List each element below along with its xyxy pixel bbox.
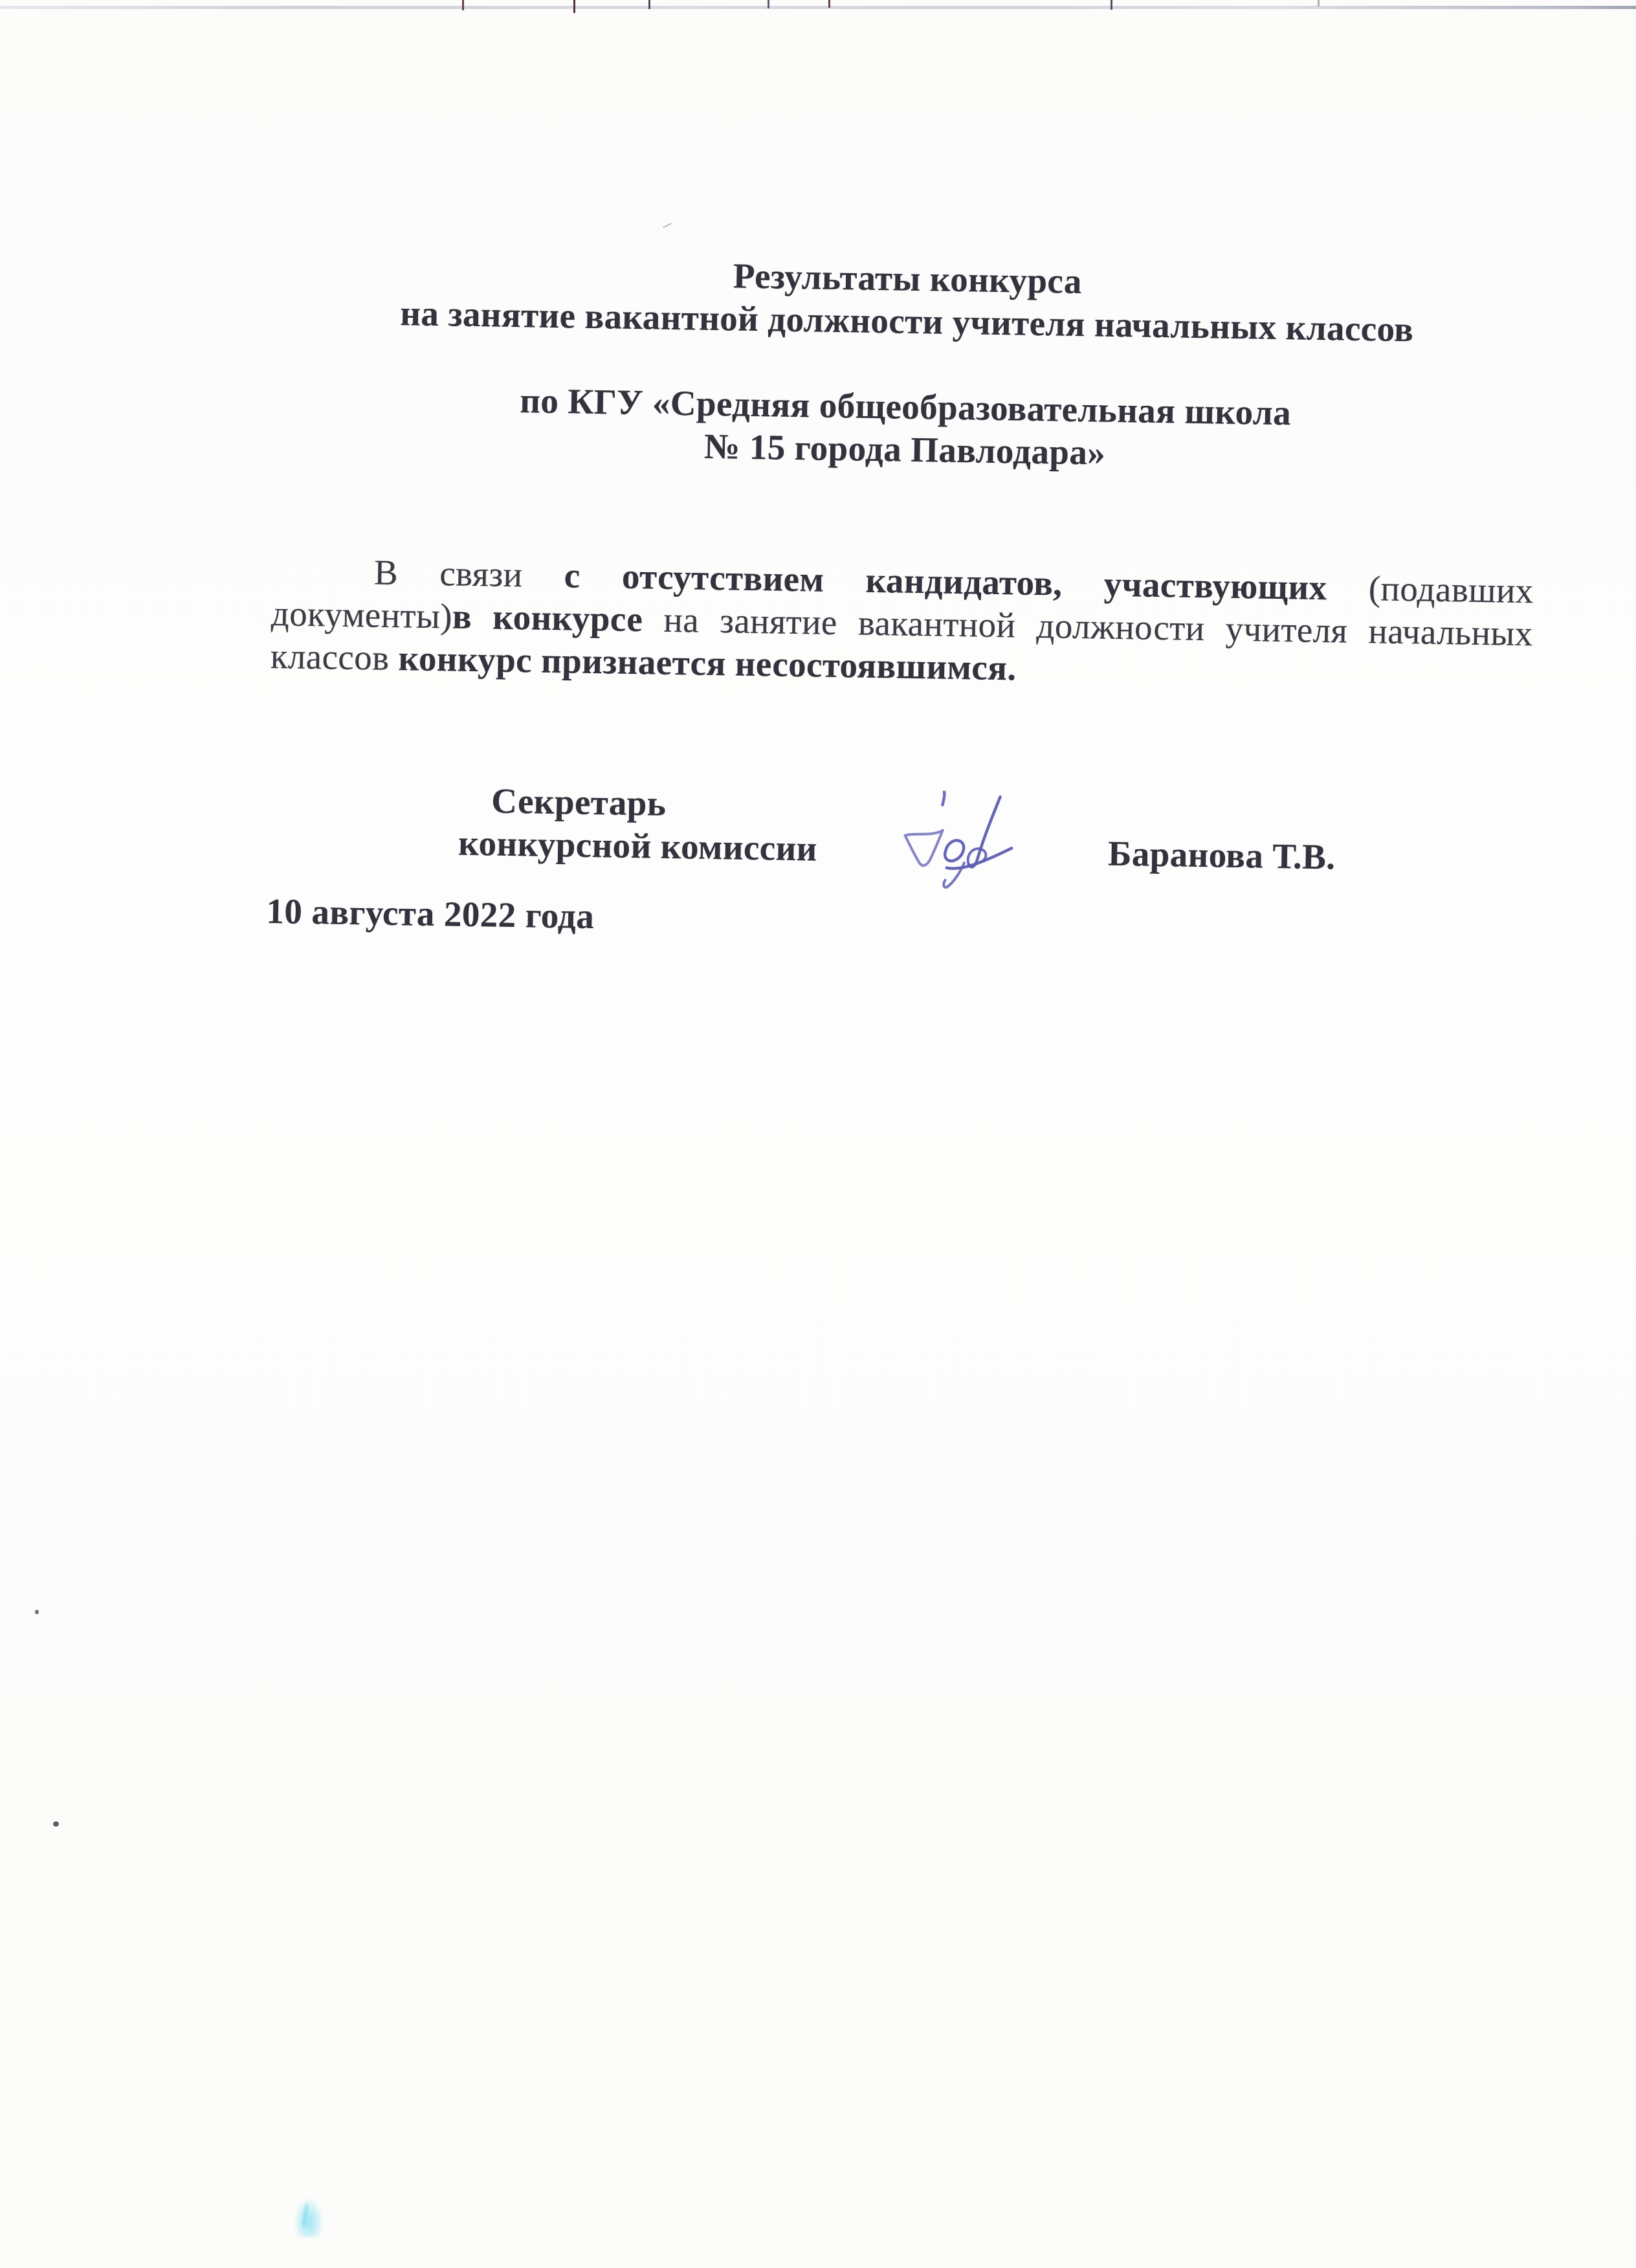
organization-line-2: № 15 города Павлодара» (703, 426, 1106, 472)
body-text: документы) (271, 593, 453, 636)
scanner-edge-line (0, 6, 1636, 9)
body-text: классов (270, 636, 399, 678)
document-date: 10 августа 2022 года (266, 891, 595, 937)
scan-artifact-tick (573, 0, 575, 13)
title-line-1: Результаты конкурса (733, 256, 1083, 302)
handwritten-signature (901, 790, 1017, 919)
body-text: В связи (373, 552, 565, 595)
organization-subtitle (274, 375, 1537, 481)
scanned-document (265, 247, 1539, 1044)
organization-line-1: по КГУ «Средняя общеобразовательная школа (519, 381, 1292, 433)
scan-artifact-tick (648, 0, 650, 9)
body-text-bold: конкурс признается несостоявшимся. (398, 638, 1017, 688)
signer-role-line-2: конкурсной комиссии (458, 823, 818, 869)
title-line-2: на занятие вакантной должности учителя начальных классов (399, 293, 1414, 350)
scan-artifact-tick (1111, 0, 1112, 10)
scan-artifact-speck (53, 1821, 59, 1827)
signer-role-line-1: Секретарь (491, 781, 667, 823)
body-text: на занятие вакантной должности учителя начальных (642, 599, 1534, 654)
body-text: (подавших (1368, 568, 1534, 611)
scan-artifact-tick (462, 0, 464, 10)
body-text-bold: в конкурсе (452, 596, 643, 639)
scan-artifact-ink-smudge (295, 2199, 322, 2237)
body-paragraph (270, 550, 1534, 698)
scan-artifact-tick (768, 0, 769, 8)
scan-artifact-tick (1318, 0, 1320, 6)
scan-artifact-curl: ⸍ (658, 217, 674, 241)
signer-name: Баранова Т.В. (1107, 833, 1336, 877)
body-text-bold: с отсутствием кандидатов, участвующих (564, 555, 1369, 608)
scan-artifact-tick (828, 0, 830, 8)
scan-artifact-speck (35, 1610, 39, 1614)
